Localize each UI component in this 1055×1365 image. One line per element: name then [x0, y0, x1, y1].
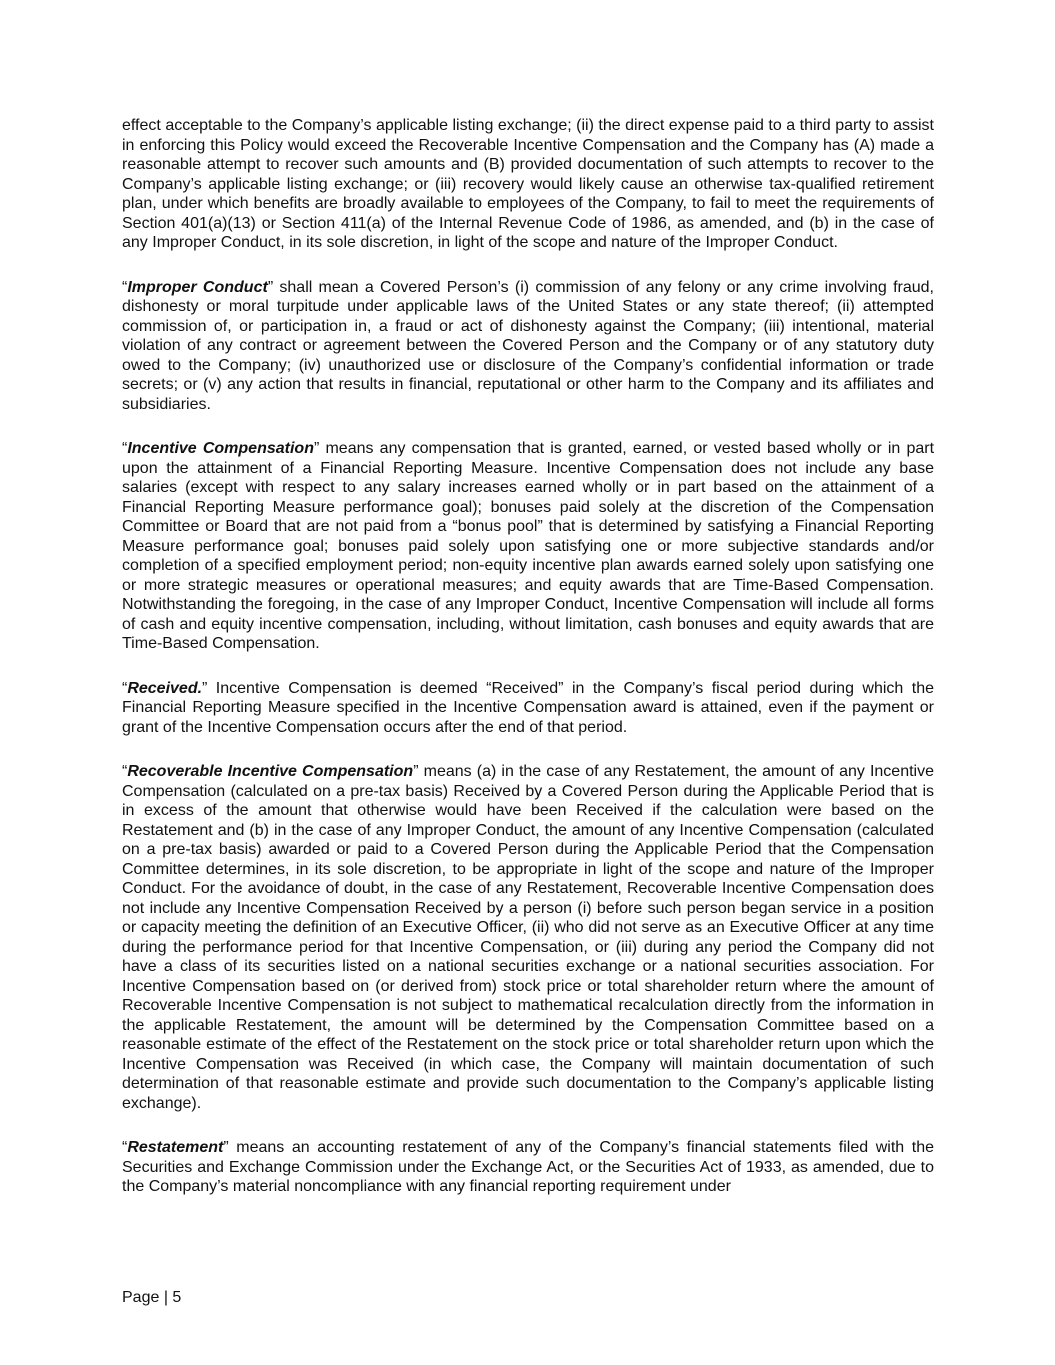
defined-term: Recoverable Incentive Compensation: [127, 763, 414, 780]
defined-term: Improper Conduct: [127, 278, 268, 296]
text-run: “: [122, 763, 128, 780]
text-run: effect acceptable to the Company’s applicable listing exchange; (ii) the direct expense paid to a third party to assist in enforcing this Policy would exceed the Recoverable Incentive Compensation and the Company has (A) made a reasonable attempt to recover such amounts and (B) provided documentation of such attempts to recover to the Company’s applicable listing exchange; or (iii) recovery would likely cause an otherwise tax-qualified retirement plan, under which benefits are broadly available to employees of the Company, to fail to meet the requirements of Section 401(a)(13) or Section 411(a) of the Internal Revenue Code of 1986, as amended, and (b) in the case of any Improper Conduct, in its sole discretion, in light of the scope and nature of the Improper Conduct.: [122, 117, 934, 251]
paragraph: [122, 116, 934, 253]
text-run: ” means (a) in the case of any Restatement, the amount of any Incentive Compensation (calculated on a pre-tax basis) Received by a Covered Person during the Applicable Period that is in excess of the amount that otherwise would have been Received if the calculation were based on the Restatement and (b) in the case of any Improper Conduct, the amount of any Incentive Compensation (calculated on a pre-tax basis) awarded or paid to a Covered Person during the Applicable Period that the Compensation Committee determines, in its sole discretion, to be appropriate in light of the scope and nature of the Improper Conduct. For the avoidance of doubt, in the case of any Restatement, Recoverable Incentive Compensation does not include any Incentive Compensation Received by a person (i) before such person began service in a position or capacity meeting the definition of an Executive Officer, (ii) who did not serve as an Executive Officer at any time during the performance period for that Incentive Compensation, or (iii) during any period the Company did not have a class of its securities listed on a national securities exchange or a national securities association. For Incentive Compensation based on (or derived from) stock price or total shareholder return where the amount of Recoverable Incentive Compensation is not subject to mathematical recalculation directly from the information in the applicable Restatement, the amount will be determined by the Compensation Committee based on a reasonable estimate of the effect of the Restatement on the stock price or total shareholder return upon which the Incentive Compensation was Received (in which case, the Company will maintain documentation of such determination of that reasonable estimate and provide such documentation to the Company’s applicable listing exchange).: [122, 763, 935, 1112]
document-body: [122, 116, 934, 1222]
paragraph: [122, 679, 934, 738]
paragraph: [122, 1138, 934, 1197]
text-run: ” means an accounting restatement of any of the Company’s financial statements filed with the Securities and Exchange Commission under the Exchange Act, or the Securities Act of 1933, as amended, due to the Company’s material noncompliance with any financial reporting requirement under: [122, 1139, 934, 1195]
defined-term: Received.: [127, 679, 203, 697]
page-number-footer: Page | 5: [122, 1289, 182, 1306]
paragraph: [122, 278, 934, 415]
text-run: “: [122, 440, 128, 457]
paragraph: [122, 762, 934, 1113]
paragraph: [122, 439, 934, 654]
text-run: “: [122, 1139, 128, 1156]
defined-term: Incentive Compensation: [127, 440, 314, 457]
text-run: “: [122, 278, 128, 296]
text-run: “: [122, 679, 128, 697]
text-run: ” Incentive Compensation is deemed “Received” in the Company’s fiscal period during which the Financial Reporting Measure specified in the Incentive Compensation award is attained, even if the payment or grant of the Incentive Compensation occurs after the end of that period.: [122, 679, 934, 736]
text-run: ” shall mean a Covered Person’s (i) commission of any felony or any crime involving fraud, dishonesty or moral turpitude under applicable laws of the United States or any state thereof; (ii) attempted commission of, or participation in, a fraud or act of dishonesty against the Company; (iii) intentional, material violation of any contract or agreement between the Covered Person and the Company or of any statutory duty owed to the Company; (iv) unauthorized use or disclosure of the Company’s confidential information or trade secrets; or (v) any action that results in financial, reputational or other harm to the Company and its affiliates and subsidiaries.: [122, 278, 934, 413]
defined-term: Restatement: [127, 1139, 224, 1156]
text-run: ” means any compensation that is granted, earned, or vested based wholly or in part upon the attainment of a Financial Reporting Measure. Incentive Compensation does not include any base salaries (except with respect to any salary increases earned wholly or in part based on the attainment of a Financial Reporting Measure performance goal); bonuses paid solely at the discretion of the Compensation Committee or Board that are not paid from a “bonus pool” that is determined by satisfying a Financial Reporting Measure performance goal; bonuses paid solely upon satisfying one or more subjective standards and/or completion of a specified employment period; non-equity incentive plan awards earned solely upon satisfying one or more strategic measures or operational measures; and equity awards that are Time-Based Compensation. Notwithstanding the foregoing, in the case of any Improper Conduct, Incentive Compensation will include all forms of cash and equity incentive compensation, including, without limitation, cash bonuses and equity awards that are Time-Based Compensation.: [122, 440, 935, 652]
